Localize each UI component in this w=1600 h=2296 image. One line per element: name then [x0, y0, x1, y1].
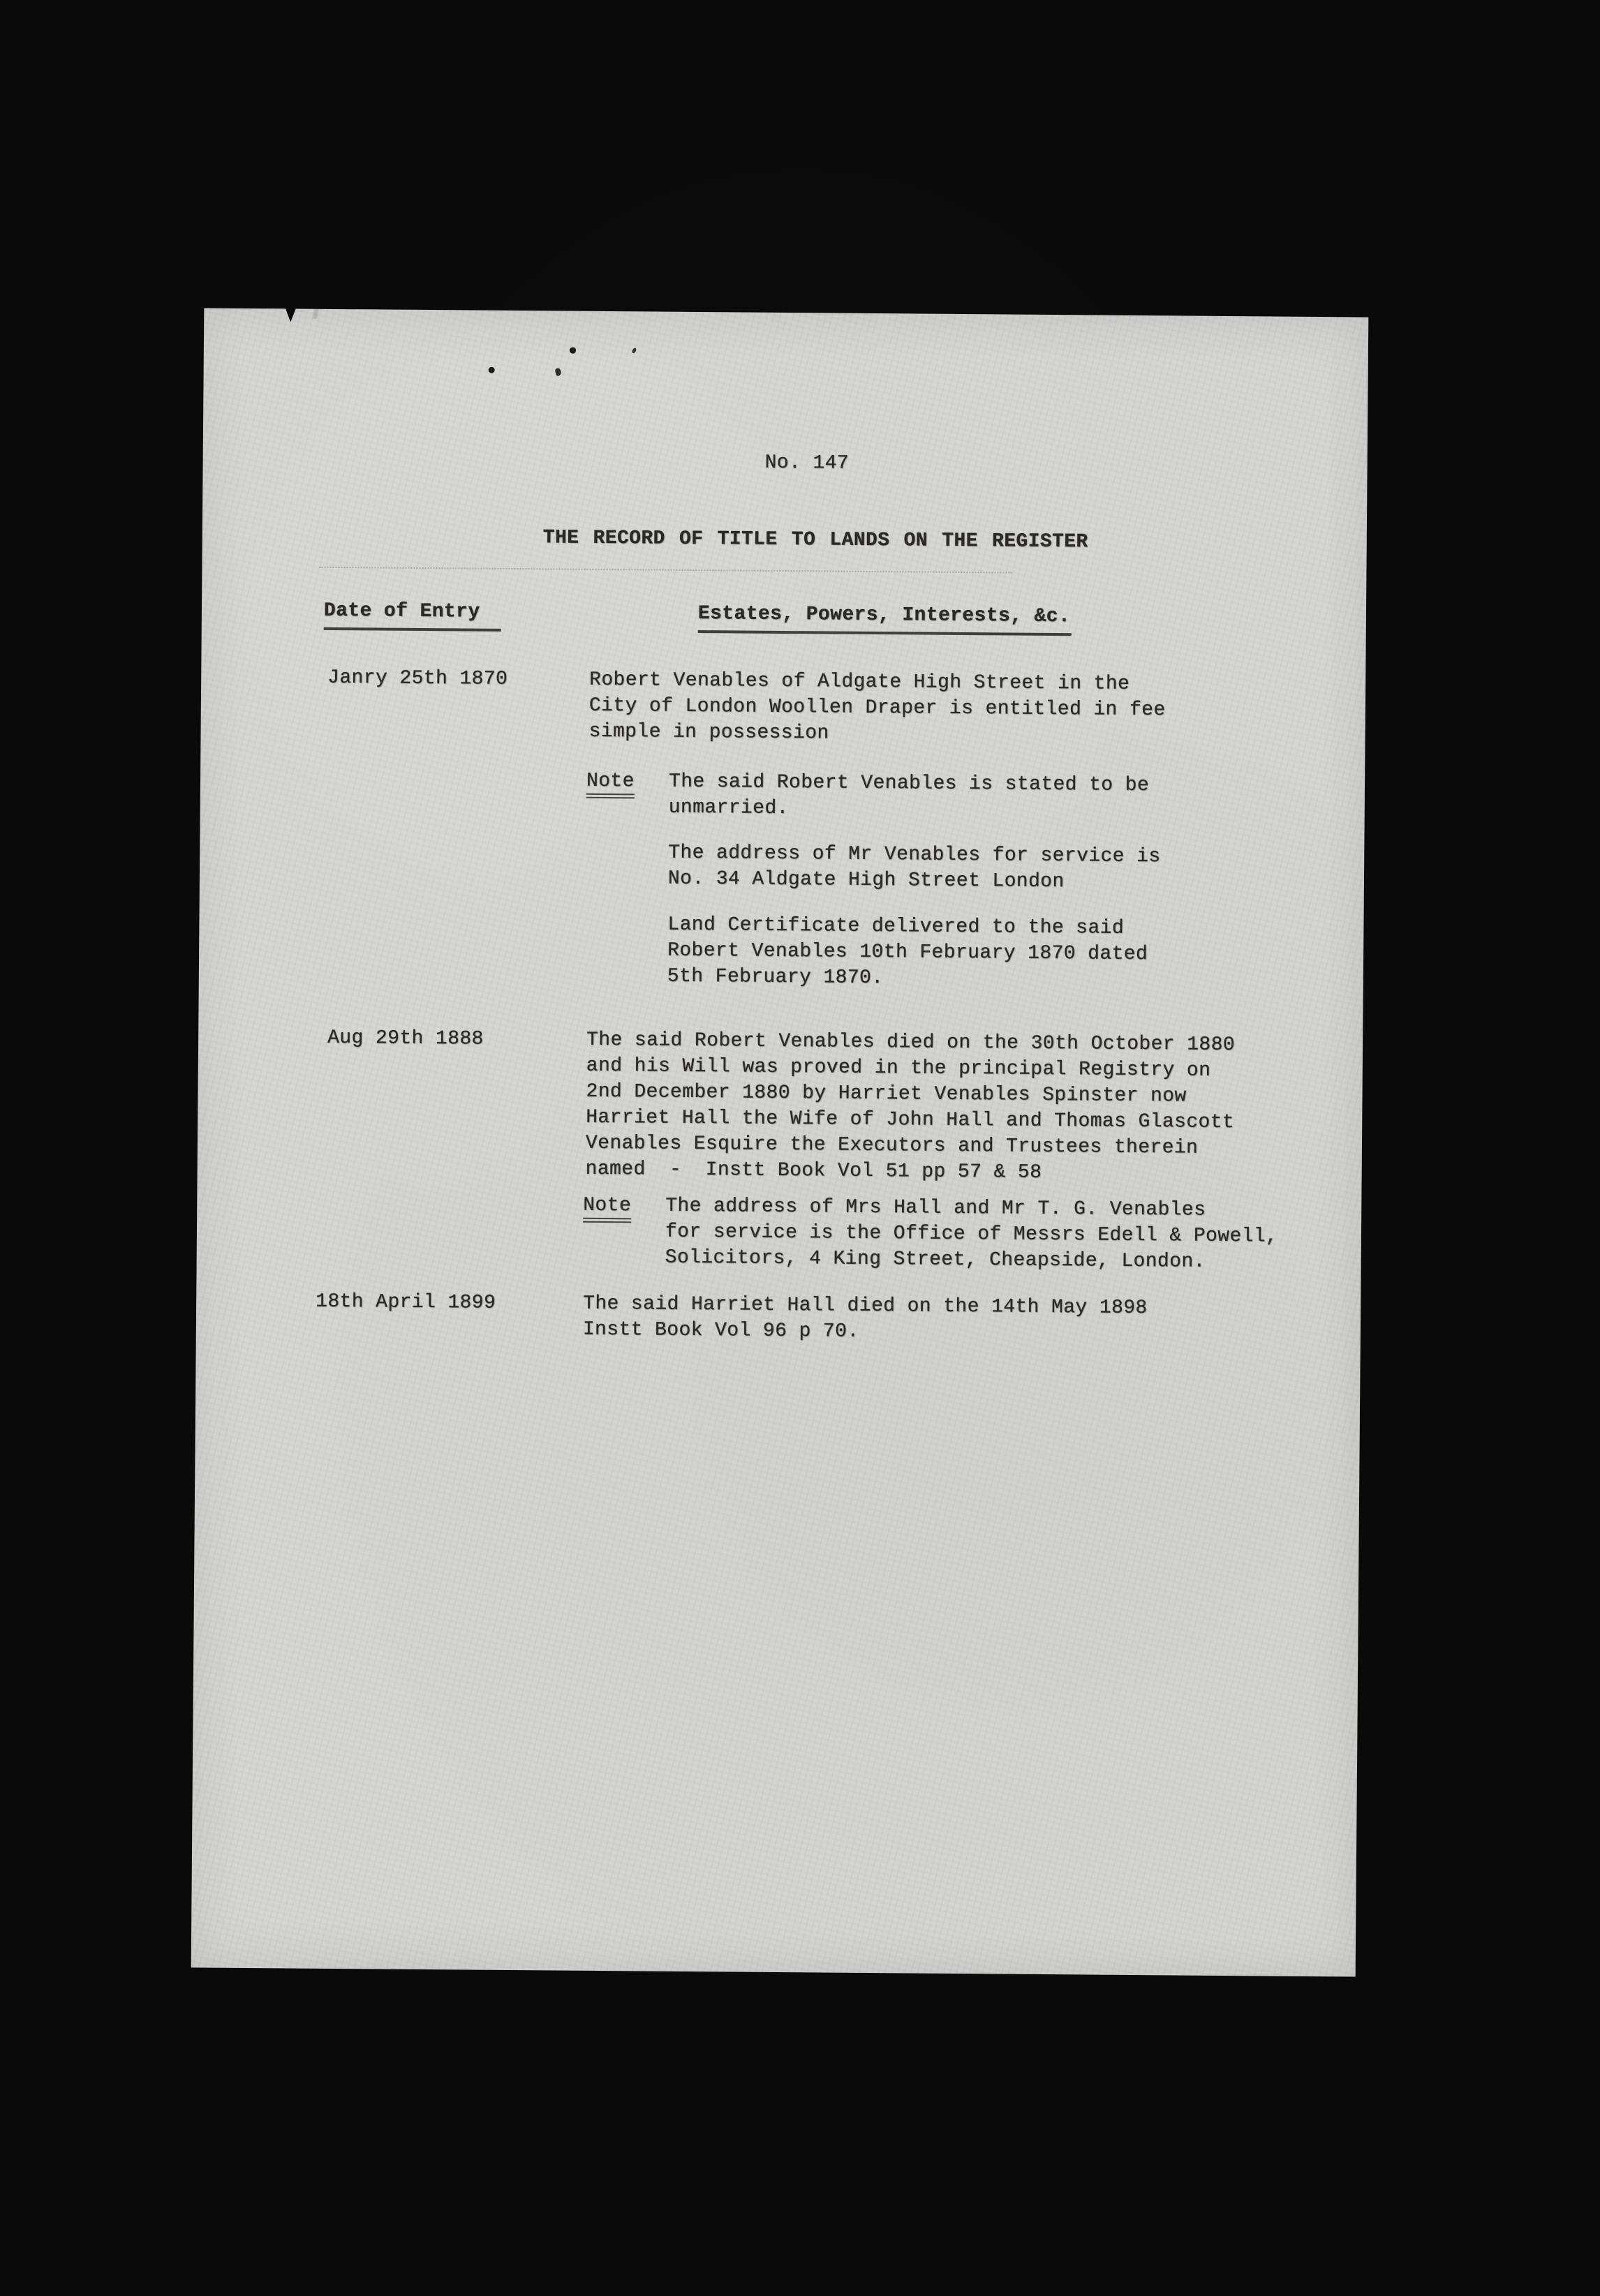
document-page — [191, 308, 1369, 1976]
entry-date: Aug 29th 1888 — [327, 1027, 484, 1050]
column-header-estates: Estates, Powers, Interests, &c. — [698, 601, 1072, 636]
ink-speck — [570, 348, 576, 354]
ink-speck — [632, 348, 637, 354]
note-text: The said Robert Venables is stated to be unmarried. — [668, 770, 1150, 820]
note-paragraph: The address of Mr Venables for service is No. 34 Aldgate High Street London — [667, 842, 1161, 893]
note-paragraph: Land Certificate delivered to the said Robert Venables 10th February 1870 dated 5th February 1870. — [667, 914, 1148, 990]
column-header-date-of-entry: Date of Entry — [324, 598, 501, 632]
entry-body: The said Robert Venables died on the 30th October 1880 and his Will was proved in the principal Registry on 2nd December 1880 by Harriet Venables Spinster now Harriet Hall the Wife of John Hall and Thomas Glascott Venables Esquire the Executors and Trustees therein named - Instt Book Vol 51 pp 57 & 58 — [585, 1029, 1236, 1184]
entry-body: The said Harriet Hall died on the 14th May 1898 Instt Book Vol 96 p 70. — [582, 1292, 1148, 1343]
note-label: Note — [583, 1195, 631, 1223]
note-text: The address of Mrs Hall and Mr T. G. Venables for service is the Office of Messrs Edell & Powell, Solicitors, 4 King Street, Cheapside, London. — [665, 1195, 1278, 1273]
document-title: THE RECORD OF TITLE TO LANDS ON THE REGISTER — [542, 527, 1088, 553]
ink-speck — [489, 367, 495, 373]
ink-speck — [554, 368, 562, 377]
entry-body: Robert Venables of Aldgate High Street in the City of London Woollen Draper is entitled in fee simple in possession — [588, 669, 1166, 745]
note-row — [583, 1193, 631, 1219]
paper-crease — [274, 308, 357, 319]
note-row — [586, 768, 635, 795]
entry-date: Janry 25th 1870 — [327, 666, 508, 690]
page-number: No. 147 — [764, 452, 850, 475]
faint-dotted-rule — [319, 567, 1012, 574]
entry-date: 18th April 1899 — [316, 1290, 496, 1314]
note-label: Note — [586, 770, 635, 799]
